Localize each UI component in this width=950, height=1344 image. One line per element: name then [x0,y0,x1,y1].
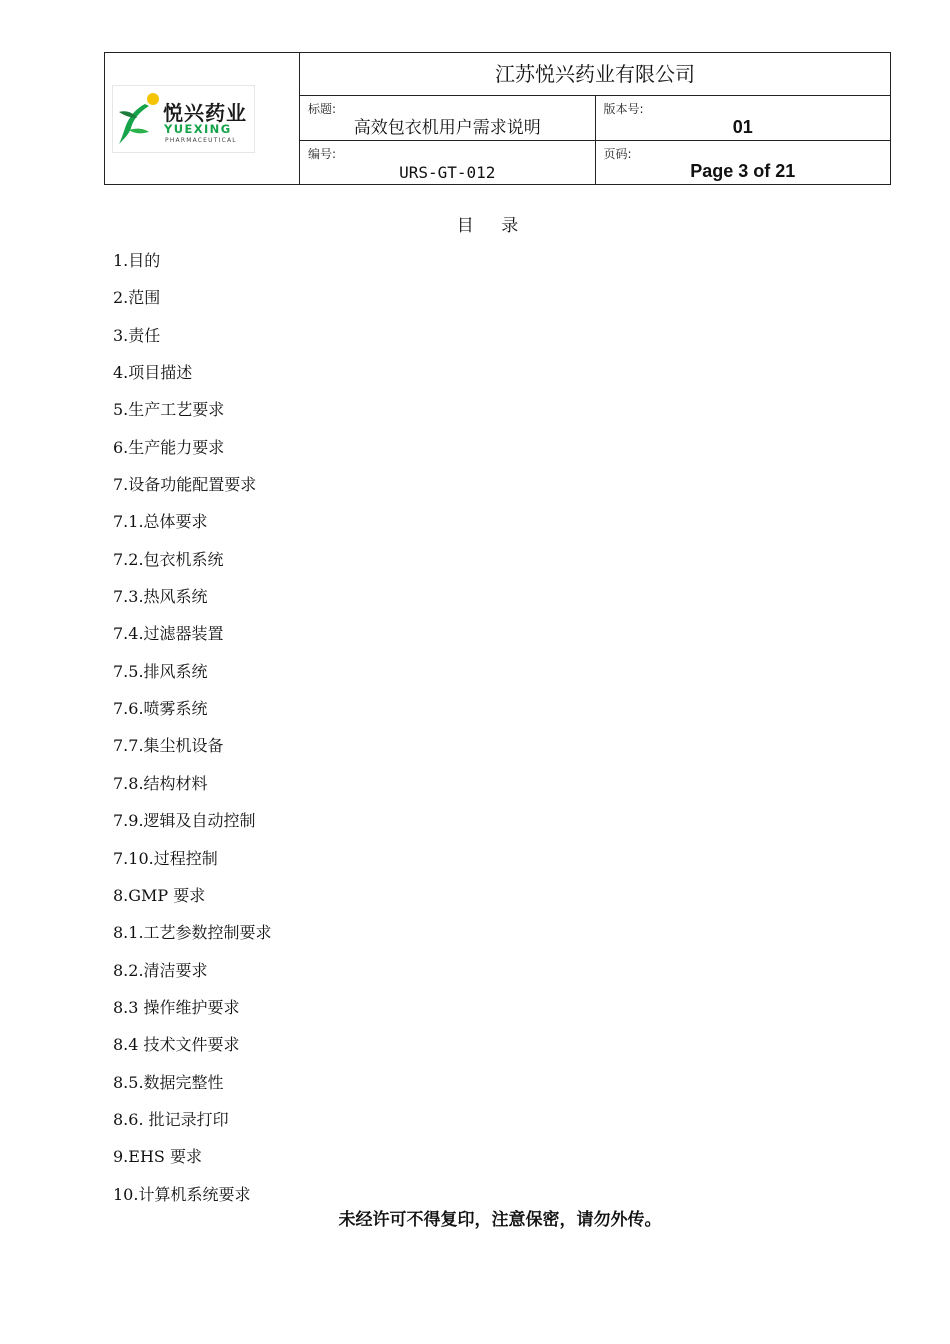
toc-item[interactable]: 5.生产工艺要求 [113,400,225,420]
toc-item[interactable]: 7.10.过程控制 [113,848,218,868]
version-cell [595,96,891,140]
toc-item[interactable]: 8.3 操作维护要求 [113,997,240,1017]
page-number: Page 3 of 21 [690,161,796,181]
version-label: 版本号: [603,102,644,117]
toc-item[interactable]: 7.6.喷雾系统 [113,699,208,719]
toc-item[interactable]: 9.EHS 要求 [113,1147,202,1167]
toc-item[interactable]: 7.5.排风系统 [113,661,208,681]
page-cell [595,140,891,184]
toc-item[interactable]: 3.责任 [113,325,161,345]
toc-list [113,247,272,1218]
toc-item[interactable]: 10.计算机系统要求 [113,1184,251,1204]
code-label: 编号: [308,146,337,161]
leaf-icon [115,90,161,146]
company-logo [112,85,255,153]
title-label: 标题: [308,102,337,117]
toc-item[interactable]: 8.6. 批记录打印 [113,1109,229,1129]
logo-subtitle: PHARMACEUTICAL [165,137,237,144]
confidentiality-notice: 未经许可不得复印，注意保密，请勿外传。 [338,1210,662,1230]
toc-item[interactable]: 7.9.逻辑及自动控制 [113,811,256,831]
code-cell [300,140,596,184]
toc-item[interactable]: 1.目的 [113,251,161,270]
toc-item[interactable]: 2.范围 [113,288,161,308]
logo-english-name: YUEXING [164,122,232,136]
company-cell [300,53,891,96]
toc-item[interactable]: 7.1.总体要求 [113,512,208,532]
toc-item[interactable]: 7.3.热风系统 [113,587,208,607]
document-code: URS-GT-012 [399,163,496,182]
toc-item[interactable]: 4.项目描述 [113,363,193,383]
toc-item[interactable]: 7.2.包衣机系统 [113,549,224,569]
toc-heading: 目 录 [456,216,519,236]
toc-item[interactable]: 7.8.结构材料 [113,773,208,793]
logo-cell [105,53,300,185]
page-label: 页码: [603,146,632,161]
title-cell [300,96,596,140]
version-value: 01 [732,116,753,137]
company-name: 江苏悦兴药业有限公司 [495,62,695,86]
toc-item[interactable]: 8.GMP 要求 [113,885,206,905]
logo-chinese-name: 悦兴药业 [163,101,247,125]
document-header-table [104,52,891,185]
toc-item[interactable]: 7.设备功能配置要求 [113,475,257,495]
toc-item[interactable]: 8.2.清洁要求 [113,960,208,980]
toc-item[interactable]: 6.生产能力要求 [113,437,225,457]
toc-item[interactable]: 8.5.数据完整性 [113,1072,224,1092]
toc-item[interactable]: 7.4.过滤器装置 [113,624,224,644]
toc-item[interactable]: 8.4 技术文件要求 [113,1035,240,1055]
document-title: 高效包衣机用户需求说明 [353,117,541,138]
toc-item[interactable]: 8.1.工艺参数控制要求 [113,923,272,943]
toc-item[interactable]: 7.7.集尘机设备 [113,736,224,756]
